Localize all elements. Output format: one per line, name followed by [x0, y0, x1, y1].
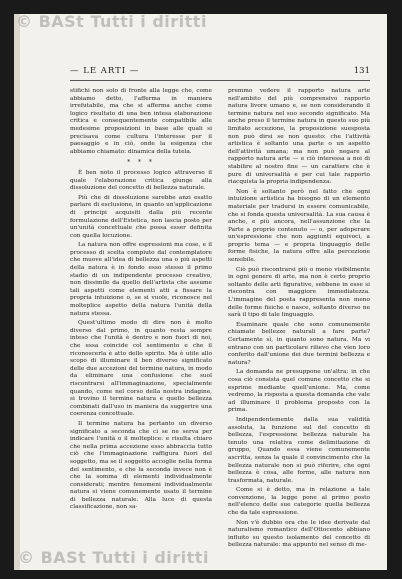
- header-rule: [70, 80, 370, 81]
- paragraph: La domanda ne presuppone un'altra: in che cosa ciò consista quel comune concetto che si esprime mediante quell'unione. Ma, come vedremo, la risposta a questa domanda che vale ad illuminare il problema proposto con la prima.: [228, 369, 370, 414]
- watermark-bottom: © BASt Tutti i diritti: [18, 548, 209, 567]
- paragraph: Quest'ultimo modo di dire non è molto diverso dal primo, in quanto resta sempre inteso che l'unità è dentro e non fuori di noi, che essa coincide col sentimento e che il riconoscerla è atto dello spirito. Ma è utile allo scopo di illuminare il ben diverso significato delle due accezioni del termine natura, in modo da eliminare una confusione che suol riscontrarsi all'immaginazione, specialmente quando, come nel corso della nostra indagine, si trovino il termine natura e quello bellezza combinati dall'uso in maniera da suggerire una coerenza concettuale.: [70, 320, 212, 418]
- text-column-left: [70, 88, 212, 558]
- paragraph: Esaminare quale che sono comunemente chiamate bellezze naturali a fare parte? Certamente sì, in quanto sono natura. Ma vi entrano con un particolare rilievo che vien loro conferito dall'unione dei due termini bellezza e natura?: [228, 321, 370, 366]
- paragraph: Ciò può riscontrarsi più o meno visibilmente in ogni genere di arte, ma non è certo proprio soltanto delle arti figurative, sebbene in esse si riscontra con maggiore immediatezza. L'immagine del poeta rappresenta non meno delle forme fisiche e nasce, soltanto diverso ne sarà il tipo di tale linguaggio.: [228, 266, 370, 319]
- paragraph: Non è soltanto però nel fatto che ogni intuizione artistica ha bisogno di un elemento materiale per tradursi in essere comunicabile, che si fonda questa universalità. La sua causa è anche, e più ancora, nell'assunzione che la Parte a proprio contenuto — o, per adoperare un'espressione che non aggiunti equivoci, a proprio tema — e propria linguaggio delle forme fisiche, la natura offre alla percezione sensibile.: [228, 188, 370, 264]
- paragraph: Non v'è dubbio ora che le idee derivate dal naturalismo romantico dell'Ottocento abbiano influito su questo isolamento del concetto di bellezza naturale: ma appunto nel senso di me-: [228, 519, 370, 549]
- watermark-top: © BASt Tutti i diritti: [16, 14, 207, 31]
- paragraph: La natura non offre espressioni ma cose, e il processo di scelta compiuto dal contemplatore che muove all'idea di bellezza una o più aspetti della natura è in fondo esso stesso il primo stadio di un indipendente processo creativo, non dissimile da quello dell'artista che assume tali aspetti come elementi atti a fissare la propria intuizione o, se si vuole, riconosce nel molteplice aspetto della natura l'unità della natura stessa.: [70, 242, 212, 317]
- paragraph: Più che di dissoluzione sarebbe anzi esatto parlare di esclusione, in quanto un'applicazione di principi acquisiti dalla più recente formulazione dell'Estetica, non lascia posto per un'unità concettuale che possa esser definita con quella locuzione.: [70, 194, 212, 239]
- paragraph: Il termine natura ha pertanto un diverso significato a seconda che ci se ne serva per indicare l'unità o il molteplice: e risulta chiaro che nella prima accezione esso abbraccia tutto ciò che l'immaginazione raffigura fuori del soggetto, ma se il soggetto accoglie nella forma del sentimento, e che la seconda invece non è che la somma di elementi individualmente considerati; mentre fenomeni individualmente natura si viene comunemente usato il termine di bellezza naturale. Alla luce di questa classificazione, non sa-: [70, 420, 212, 511]
- journal-title: — LE ARTI —: [70, 66, 140, 76]
- paragraph: Indipendentemente dalla sua validità assoluta, la funzione sul del concetto di bellezza, l'espressione bellezza naturale ha tenuto una relativa come delimitazione di gruppo, Quando essa viene comunemente ascritta, senza la quale il convincimento che la bellezza naturale non si può riferire, che ogni bellezza è cosa, alle forme, alle natura non trasformata, naturale.: [228, 416, 370, 484]
- text-column-right: [228, 88, 370, 558]
- paragraph: Come si è detto, ma in relazione a tale convenzione, la legge pone al primo posto nell'elenco delle sue categorie quella bellezza che da tale espressione.: [228, 487, 370, 517]
- section-divider: * * *: [127, 159, 155, 167]
- paragraph: premmo vedere il rapporto natura arte nell'ambito del più comprensivo rapporto natura livore umano e, se non considerando il termine natura nel suo secondo significato. Ma anche preso il termine natura in questo suo più limitato accezione, la proposizione suesposta non può dirsi se non questo: che l'attività artistica è soltanto una parte o un aspetto dell'attività umana; ma non può negare al rapporto natura arte — e ciò interessa a noi di stabilire al nostro fine — un carattere che è pure di universalità e per cui tale rapporto riacquista la propria indipendenza.: [228, 88, 370, 186]
- page-number: 131: [353, 66, 370, 76]
- paragraph: È ben noto il processo logico attraverso il quale l'elaborazione critica giunge alla dissoluzione del concetto di bellezza naturale.: [70, 169, 212, 192]
- scanned-page: [14, 14, 387, 570]
- paragraph: stifichi non solo di fronte alla legge che, come abbiamo detto, l'afferma in maniera irrefutabile, ma che si afferma anche come logico risultato di una ben intesa elaborazione critica e consequentemente compatibile alle medesime proposizioni in base alle quali si precisava come cultura l'interesse per il paesaggio e in ciò, onde la esigenza che abbiamo chiamato: dinamica della tutela.: [70, 88, 212, 155]
- page-binding-shadow: [14, 14, 20, 570]
